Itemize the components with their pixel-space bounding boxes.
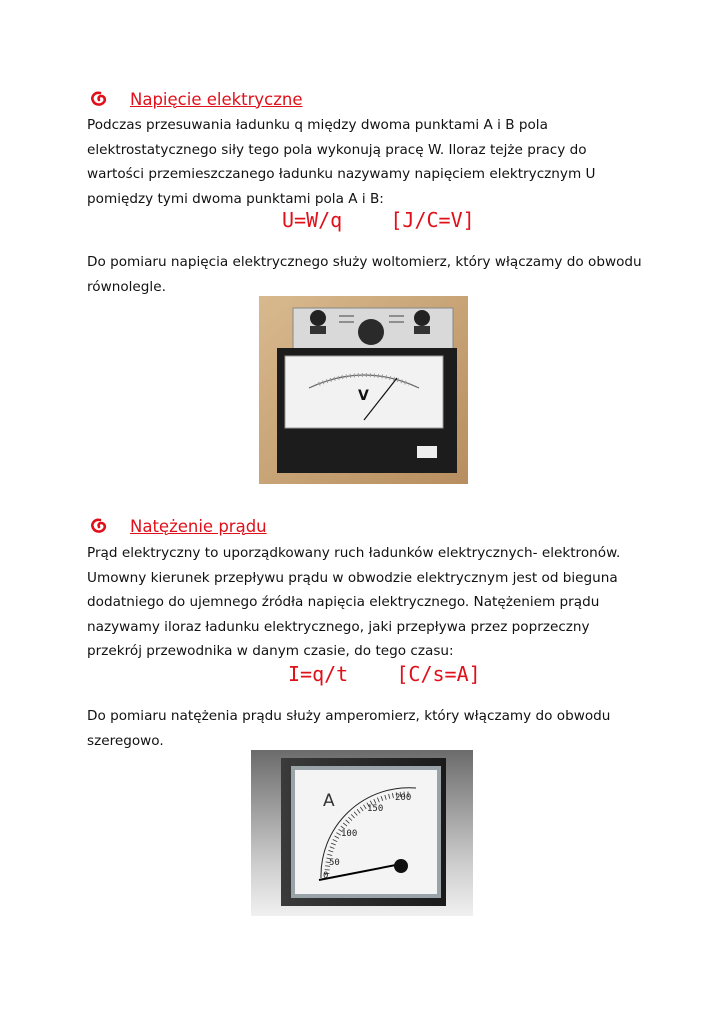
section-heading-current (86, 515, 267, 537)
ammeter-description (87, 704, 647, 753)
current-formula: I=q/t [C/s=A] (288, 662, 481, 686)
text-line: Do pomiaru natężenia prądu służy amperomierz, który włączamy do obwodu (87, 708, 611, 724)
voltage-formula: U=W/q [J/C=V] (282, 208, 475, 232)
scale-label-150: 150 (367, 804, 384, 814)
swirl-bullet-icon (86, 88, 116, 110)
heading-text: Napięcie elektryczne (130, 89, 303, 109)
heading-text: Natężenie prądu (130, 516, 267, 536)
text-line: elektrostatycznego siły tego pola wykonują pracę W. Iloraz tejże pracy do (87, 141, 587, 158)
voltage-definition (87, 113, 647, 211)
text-line: Umowny kierunek przepływu prądu w obwodzie elektrycznym jest od bieguna (87, 569, 618, 586)
scale-label-200: 200 (395, 793, 412, 803)
scale-label-50: 50 (329, 858, 340, 868)
text-line: równolegle. (87, 278, 166, 295)
ammeter-photo (251, 750, 473, 916)
text-line: Podczas przesuwania ładunku q między dwoma punktami A i B pola (87, 117, 548, 133)
text-line: szeregowo. (87, 732, 164, 749)
voltmeter-symbol: V (358, 388, 369, 404)
text-line: Do pomiaru napięcia elektrycznego służy woltomierz, który włączamy do obwodu (87, 254, 642, 270)
text-line: dodatniego do ujemnego źródła napięcia elektrycznego. Natężeniem prądu (87, 594, 600, 610)
current-definition (87, 541, 647, 664)
section-heading-voltage (86, 88, 303, 110)
text-line: przekrój przewodnika w danym czasie, do tego czasu: (87, 643, 454, 659)
text-line: wartości przemieszczanego ładunku nazywamy napięciem elektrycznym U (87, 166, 596, 182)
text-line: pomiędzy tymi dwoma punktami pola A i B: (87, 190, 384, 207)
swirl-bullet-icon (86, 515, 116, 537)
ammeter-symbol: A (323, 791, 335, 811)
voltmeter-photo (259, 296, 468, 484)
scale-label-0: 0 (323, 871, 329, 881)
text-line: Prąd elektryczny to uporządkowany ruch ładunków elektrycznych- elektronów. (87, 545, 621, 561)
text-line: nazywamy iloraz ładunku elektrycznego, jaki przepływa przez poprzeczny (87, 618, 590, 635)
voltmeter-description (87, 250, 647, 299)
scale-label-100: 100 (341, 829, 358, 839)
